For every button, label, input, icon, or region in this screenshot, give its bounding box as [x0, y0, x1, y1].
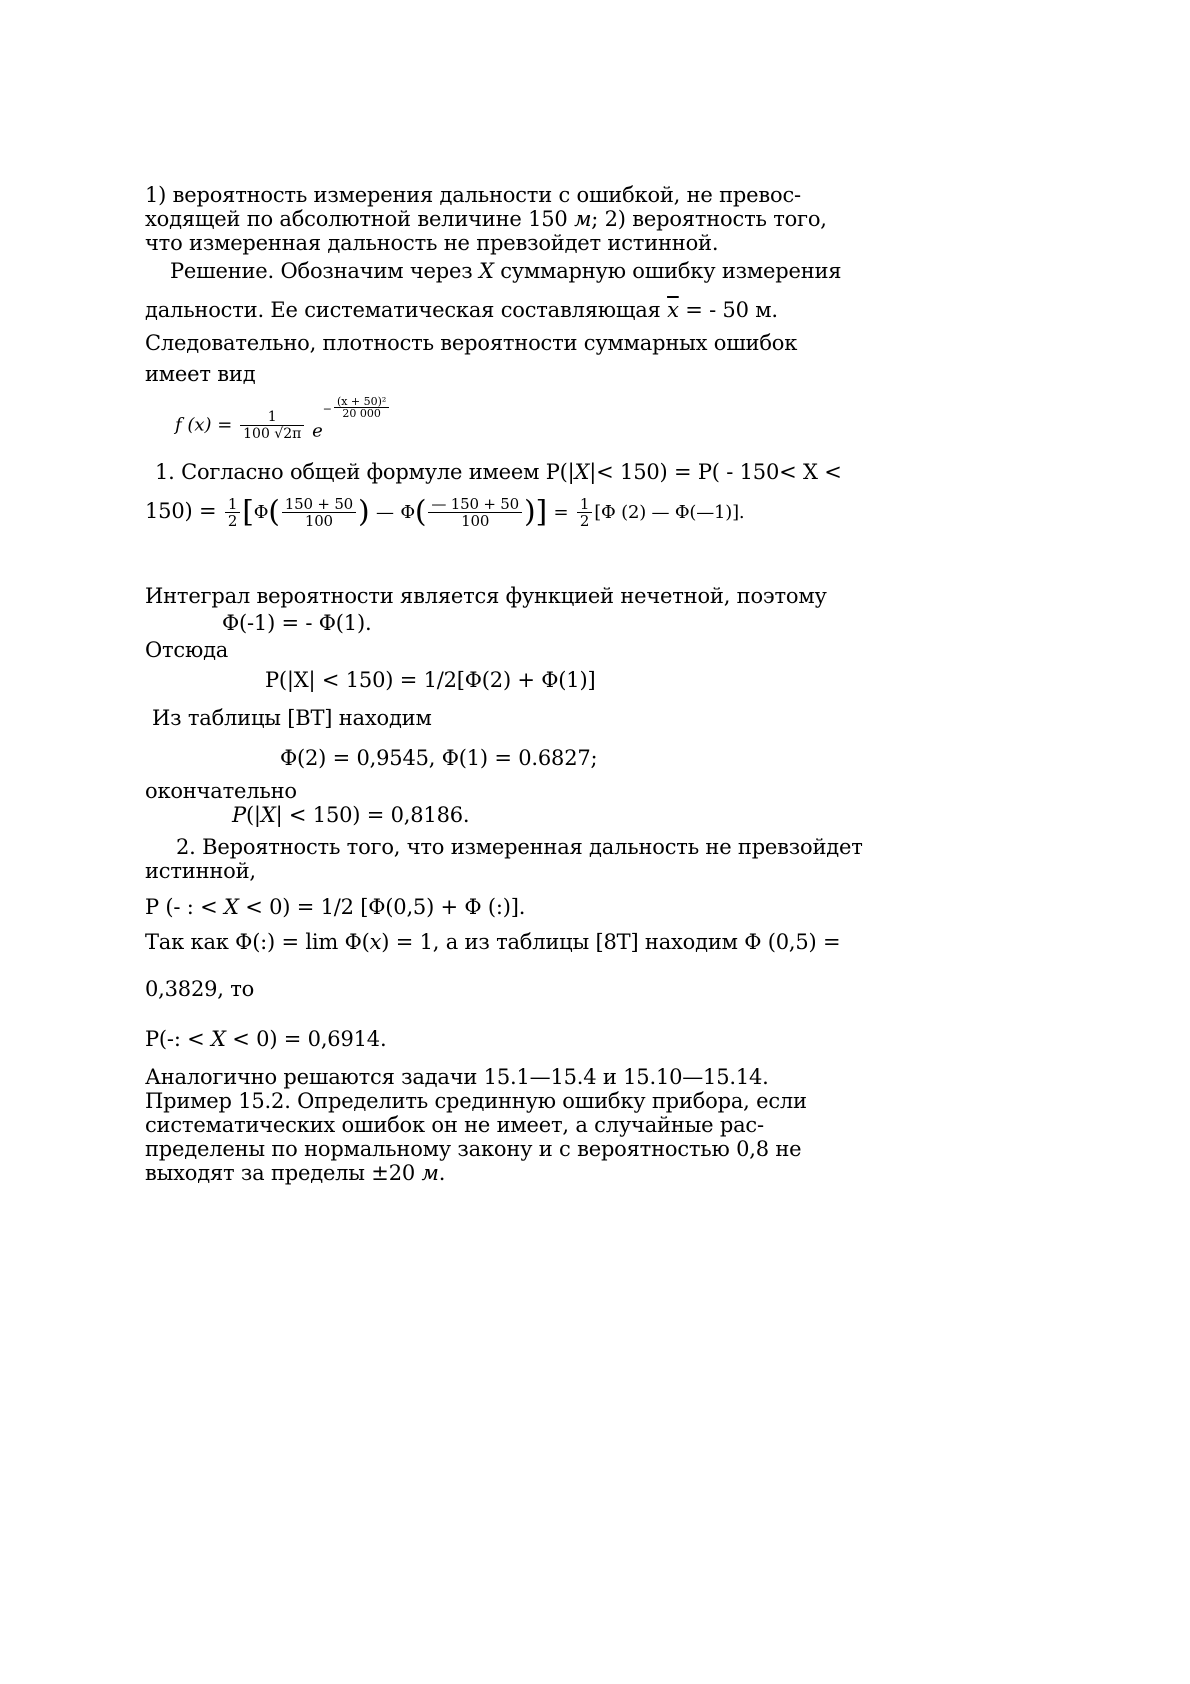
fraction-denominator: 2 — [227, 512, 238, 530]
text-line-15: Из таблицы [ВТ] находим — [152, 706, 432, 730]
text-line-17: окончательно — [145, 779, 297, 803]
text-line-16: Φ(2) = 0,9545, Φ(1) = 0.6827; — [280, 746, 598, 770]
text-line-2 — [145, 207, 827, 231]
text-segment: суммарную ошибку измерения — [493, 259, 842, 283]
text-line-29 — [145, 1161, 445, 1185]
unit-meters: м — [574, 207, 592, 231]
left-paren: ( — [268, 494, 280, 530]
text-line-25: Аналогично решаются задачи 15.1—15.4 и 15.10—15.14. — [145, 1065, 769, 1089]
formula-fraction — [240, 409, 304, 442]
fraction-numerator: 150 + 50 — [282, 496, 356, 513]
text-line-24 — [145, 1027, 386, 1051]
text-line-21 — [145, 895, 525, 919]
text-line-13: Отсюда — [145, 638, 229, 662]
fraction-numerator: 1 — [225, 496, 240, 513]
variable-x: x — [369, 930, 382, 954]
right-bracket: ] — [535, 494, 548, 530]
fraction-denominator: 2 — [579, 512, 590, 530]
text-line-23: 0,3829, то — [145, 977, 255, 1001]
left-paren: ( — [414, 494, 427, 530]
text-line-7: имеет вид — [145, 362, 256, 386]
text-segment: выходят за пределы ±20 — [145, 1161, 422, 1185]
variable-x: X — [260, 803, 276, 827]
text-segment: ) = 1, а из таблицы [8Т] находим Φ (0,5) = — [381, 930, 841, 954]
fraction-numerator: — 150 + 50 — [428, 496, 522, 513]
phi-symbol: Φ — [400, 502, 415, 523]
exponent-numerator: (x + 50)² — [334, 396, 389, 408]
text-line-27: систематических ошибок он не имеет, а случайные рас- — [145, 1113, 764, 1137]
text-segment: < 0) = 1/2 [Φ(0,5) + Φ (:)]. — [238, 895, 526, 919]
exponent-sign: − — [322, 402, 332, 416]
unit-meters: м — [421, 1161, 439, 1185]
text-line-22 — [145, 930, 840, 954]
text-line-1: 1) вероятность измерения дальности с ошибкой, не превос- — [145, 183, 801, 207]
variable-x: X — [574, 460, 590, 484]
equals-sign: = — [553, 502, 569, 523]
fraction-one — [282, 496, 356, 529]
text-line-19: 2. Вероятность того, что измеренная дальность не превзойдет — [176, 835, 863, 859]
text-line-20: истинной, — [145, 859, 256, 883]
text-line-6: Следовательно, плотность вероятности суммарных ошибок — [145, 331, 798, 355]
text-segment: < 0) = 0,6914. — [225, 1027, 387, 1051]
fraction-two — [428, 496, 522, 529]
half-fraction — [577, 496, 592, 529]
text-segment: 150) = — [145, 499, 217, 523]
right-paren: ) — [523, 494, 536, 530]
formula-tail: [Φ (2) — Φ(—1)]. — [594, 502, 745, 523]
fraction-numerator: 1 — [240, 409, 304, 426]
fraction-denominator: 100 — [304, 512, 333, 530]
left-bracket: [ — [242, 494, 254, 530]
text-line-28: пределены по нормальному закону и с вероятностью 0,8 не — [145, 1137, 802, 1161]
variable-x: X — [211, 1027, 226, 1051]
formula-lhs: f (x) = — [175, 414, 233, 436]
text-segment: ходящей по абсолютной величине 150 — [145, 207, 575, 231]
text-segment: = - 50 м. — [678, 298, 778, 322]
minus-sign: — — [376, 502, 394, 523]
exponent-denominator: 20 000 — [342, 407, 381, 420]
text-line-9 — [155, 460, 842, 484]
text-segment: Р(-: < — [145, 1027, 212, 1051]
variable-x: X — [478, 259, 494, 283]
text-segment: Так как Φ(:) = lim Φ( — [145, 930, 370, 954]
fraction-denominator: 100 √2π — [243, 426, 302, 442]
variable-x-bar: $\overline{x}$ — [667, 298, 679, 322]
probability-formula-line — [145, 491, 744, 533]
text-segment: . — [438, 1161, 446, 1185]
text-segment: |< 150) = Р( - 150< Х < — [589, 460, 842, 484]
density-formula — [175, 396, 391, 442]
text-segment: ; 2) вероятность того, — [591, 207, 827, 231]
text-line-14: Р(|Х| < 150) = 1/2[Φ(2) + Φ(1)] — [265, 668, 596, 692]
variable-p: P — [232, 803, 246, 827]
fraction-denominator: 100 — [461, 512, 490, 530]
formula-e: e — [312, 420, 323, 442]
text-line-11: Интеграл вероятности является функцией нечетной, поэтому — [145, 584, 827, 608]
text-line-4 — [170, 259, 841, 283]
text-segment: дальности. Ее систематическая составляющая — [145, 298, 668, 322]
exponent-fraction — [334, 396, 389, 419]
phi-symbol: Φ — [253, 502, 269, 523]
text-segment: Р (- : < — [145, 895, 224, 919]
text-line-26: Пример 15.2. Определить срединную ошибку прибора, если — [145, 1089, 807, 1113]
text-segment: Решение. Обозначим через — [170, 259, 479, 283]
text-segment: 1. Согласно общей формуле имеем Р(| — [155, 460, 575, 484]
variable-x: X — [224, 895, 239, 919]
text-line-12: Φ(-1) = - Φ(1). — [222, 611, 372, 635]
text-segment: | < 150) = 0,8186. — [275, 803, 470, 827]
text-line-3: что измеренная дальность не превзойдет истинной. — [145, 231, 719, 255]
fraction-numerator: 1 — [577, 496, 592, 513]
half-fraction — [225, 496, 240, 529]
text-line-18 — [232, 803, 469, 827]
text-segment: (| — [245, 803, 261, 827]
right-paren: ) — [358, 494, 370, 530]
text-line-5 — [145, 298, 778, 322]
